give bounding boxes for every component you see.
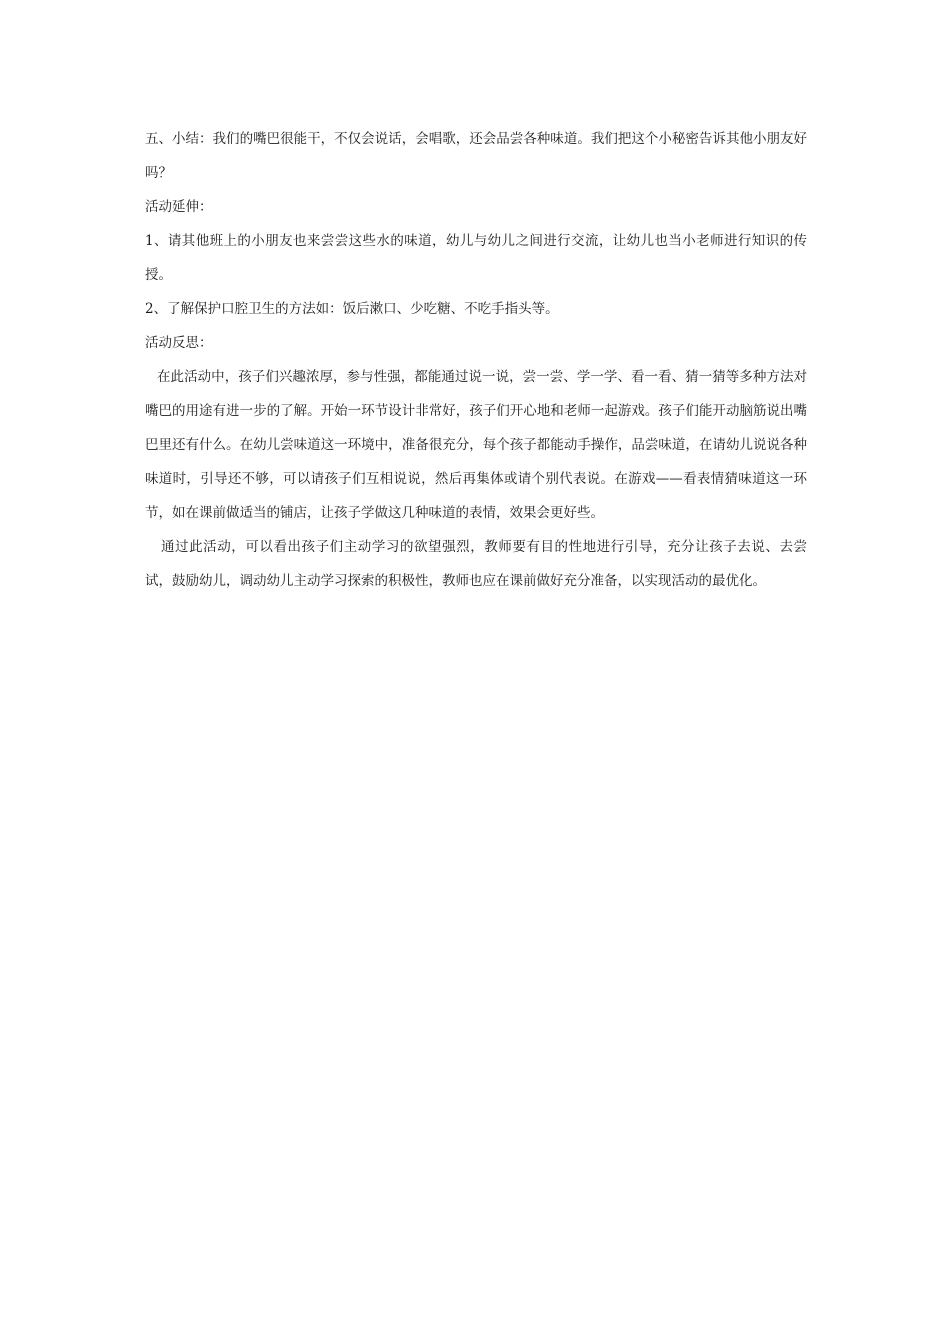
extension-heading: 活动延伸： <box>145 199 213 215</box>
reflection-paragraph-2: 通过此活动，可以看出孩子们主动学习的欲望强烈，教师要有目的性地进行引导，充分让孩子去说、去尝试，鼓励幼儿，调动幼儿主动学习探索的积极性，教师也应在课前做好充分准备，以实现活动的最优化。 <box>145 539 807 589</box>
extension-item-1: 1、请其他班上的小朋友也来尝尝这些水的味道，幼儿与幼儿之间进行交流，让幼儿也当小老师进行知识的传授。 <box>145 233 807 283</box>
summary-paragraph: 五、小结：我们的嘴巴很能干，不仅会说话，会唱歌，还会品尝各种味道。我们把这个小秘密告诉其他小朋友好吗？ <box>145 131 807 181</box>
extension-item-2: 2、了解保护口腔卫生的方法如：饭后漱口、少吃糖、不吃手指头等。 <box>145 301 559 317</box>
reflection-paragraph-1: 在此活动中，孩子们兴趣浓厚，参与性强，都能通过说一说，尝一尝、学一学、看一看、猜一猜等多种方法对嘴巴的用途有进一步的了解。开始一环节设计非常好，孩子们开心地和老师一起游戏。孩子们能开动脑筋说出嘴巴里还有什么。在幼儿尝味道这一环境中，准备很充分，每个孩子都能动手操作，品尝味道，在请幼儿说说各种味道时，引导还不够，可以请孩子们互相说说，然后再集体或请个别代表说。在游戏——看表情猜味道这一环节，如在课前做适当的铺店，让孩子学做这几种味道的表情，效果会更好些。 <box>145 369 807 521</box>
reflection-heading: 活动反思： <box>145 335 213 351</box>
document-body <box>145 122 807 598</box>
